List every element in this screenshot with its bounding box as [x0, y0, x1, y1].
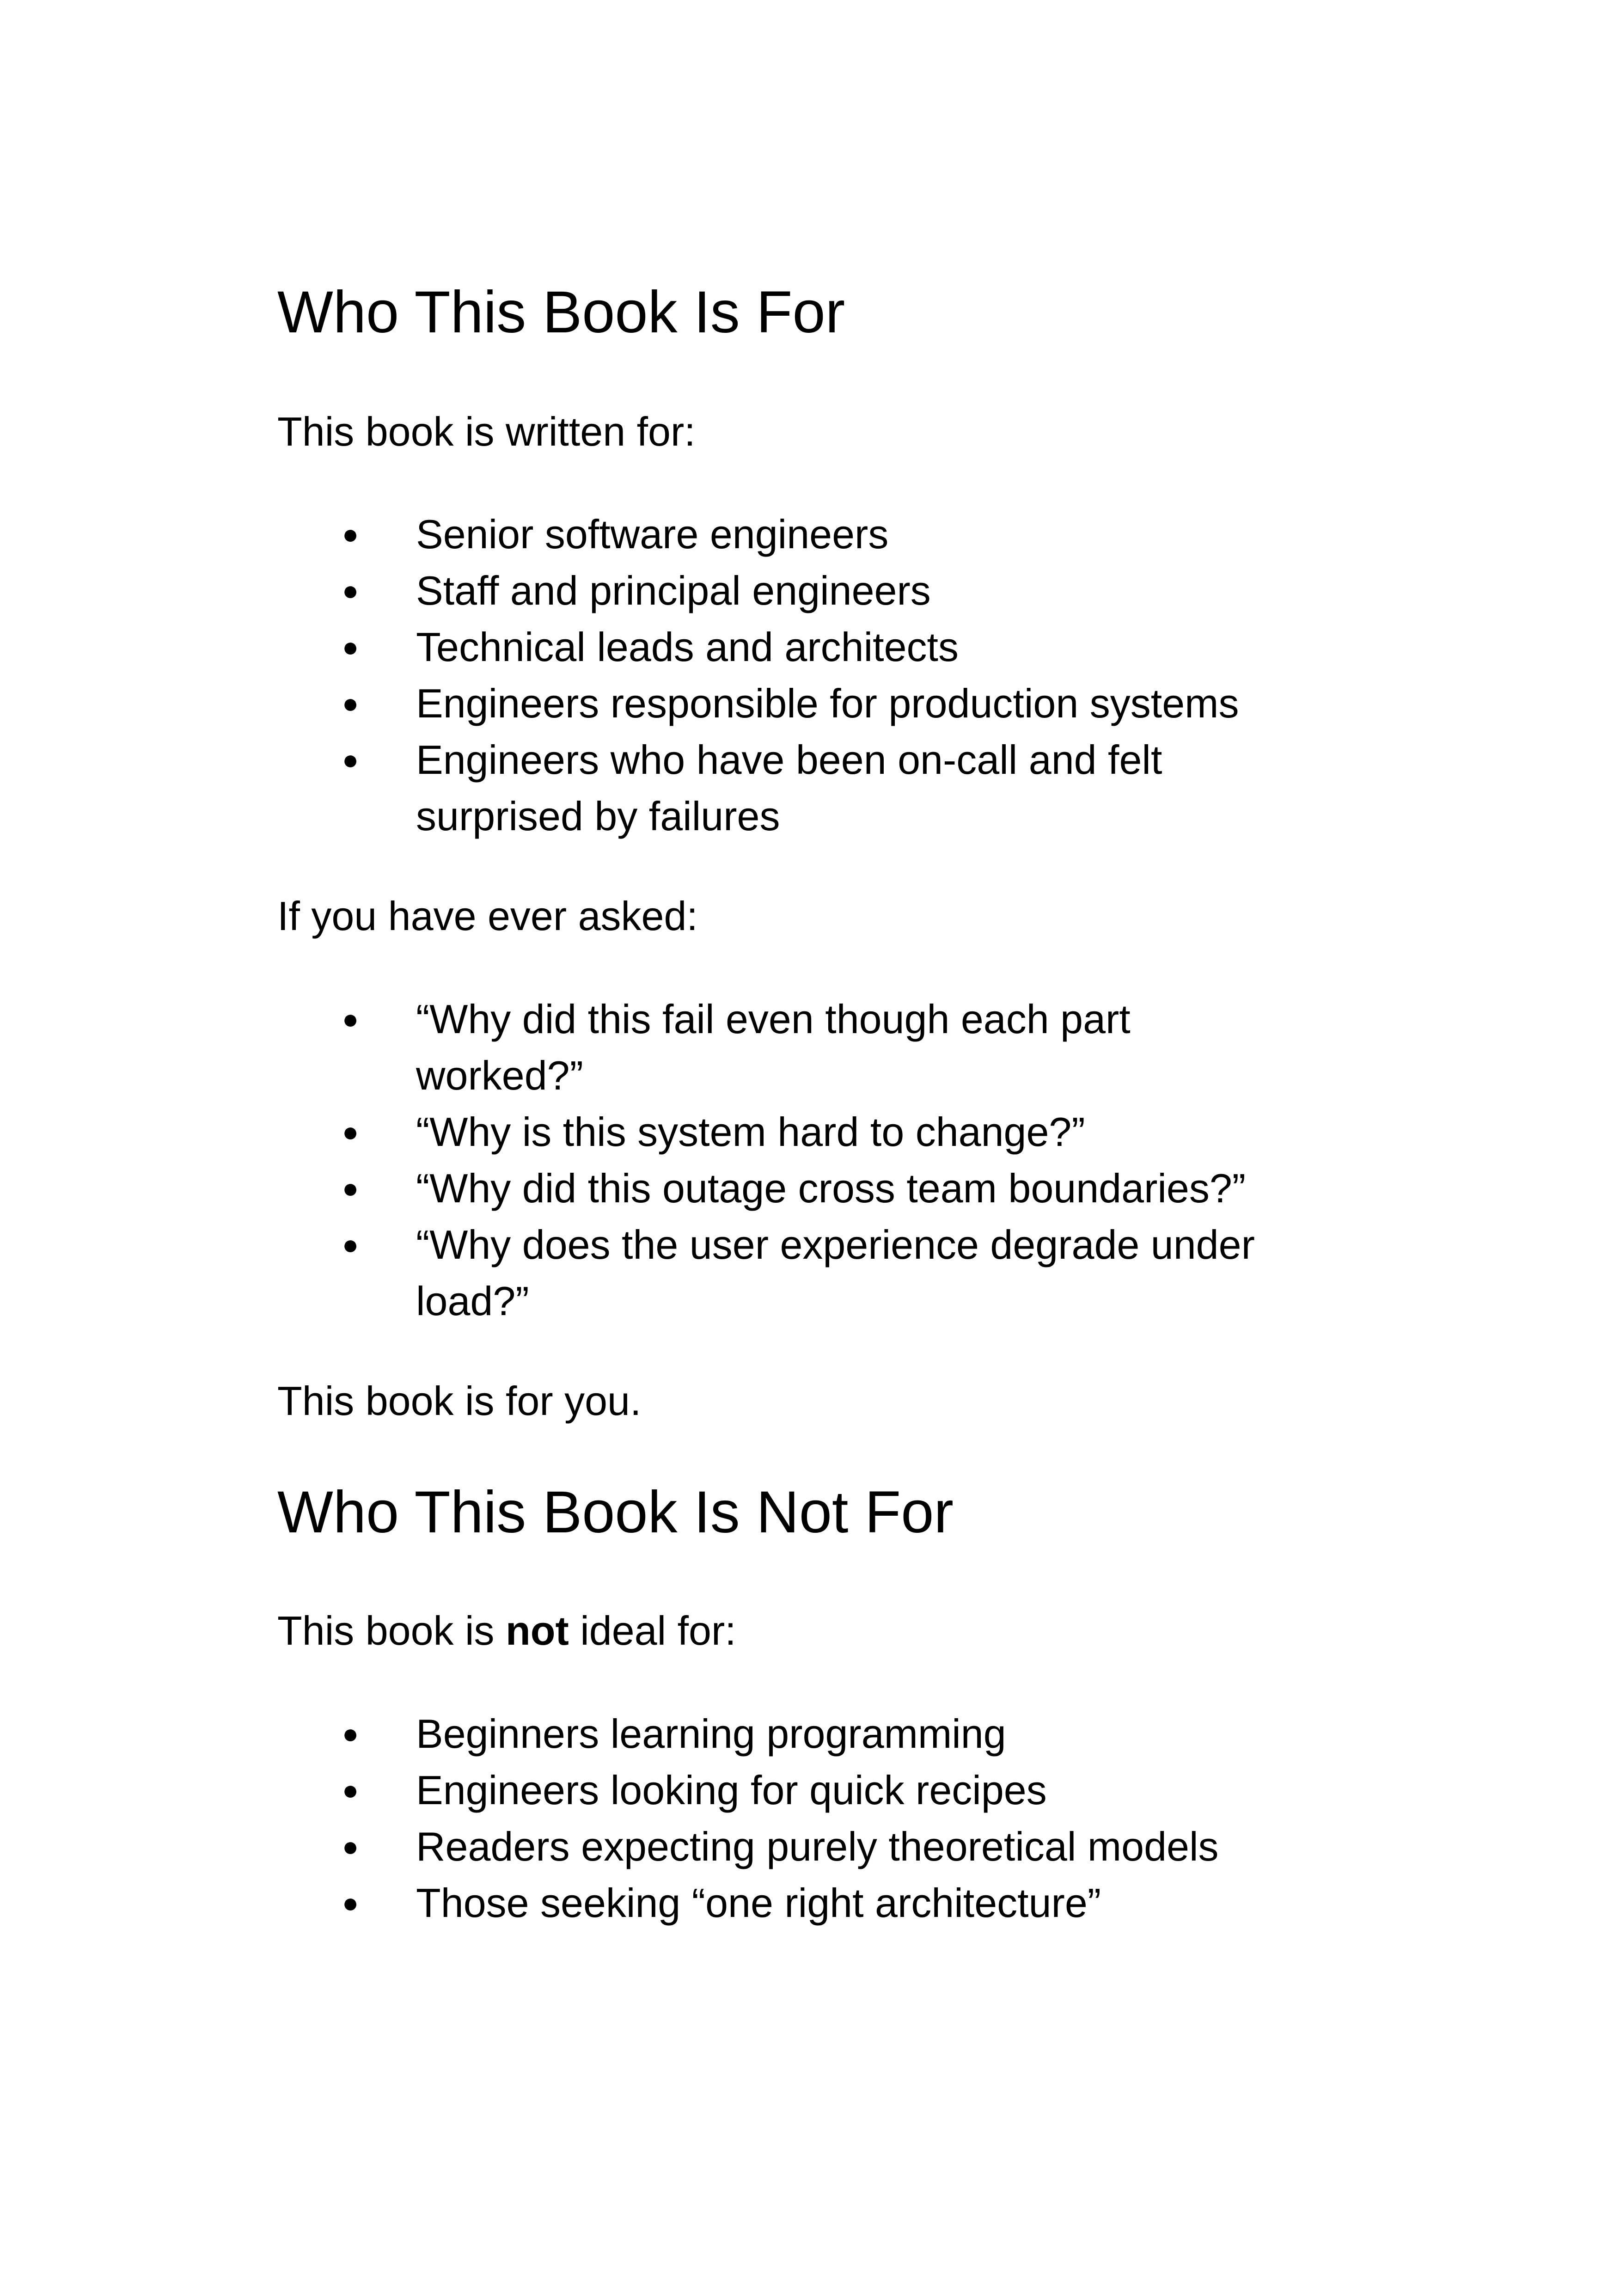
intro-paragraph: This book is written for: [277, 409, 696, 454]
list-item [277, 991, 1387, 1104]
bullet-icon: ● [342, 1775, 359, 1806]
list-item-text: Engineers looking for quick recipes [416, 1767, 1047, 1813]
list-item [277, 1762, 1387, 1818]
list-item-text: Readers expecting purely theoretical models [416, 1824, 1219, 1869]
audience-list [277, 506, 1387, 845]
list-item-text: “Why is this system hard to change?” [416, 1109, 1085, 1155]
list-item-text-continued: load?” [416, 1278, 529, 1324]
list-item-text: “Why did this outage cross team boundaries?” [416, 1165, 1246, 1211]
list-item [277, 1160, 1387, 1217]
not-for-intro-paragraph [277, 1610, 736, 1651]
list-item-text: Staff and principal engineers [416, 568, 931, 613]
list-item-text: Engineers who have been on-call and felt [416, 737, 1162, 783]
list-item-text: “Why does the user experience degrade under [416, 1222, 1255, 1267]
bullet-icon: ● [342, 1229, 359, 1260]
list-item-text: Engineers responsible for production systems [416, 680, 1239, 726]
questions-list [277, 991, 1387, 1329]
bullet-icon: ● [342, 1887, 359, 1918]
emphasis-not: not [505, 1608, 569, 1653]
list-item [277, 1217, 1387, 1329]
questions-intro-paragraph: If you have ever asked: [277, 893, 698, 939]
list-item [277, 1104, 1387, 1160]
list-item-text: Beginners learning programming [416, 1711, 1006, 1757]
list-item-text: Those seeking “one right architecture” [416, 1880, 1101, 1926]
bullet-icon: ● [342, 1116, 359, 1147]
closing-paragraph: This book is for you. [277, 1378, 642, 1424]
bullet-icon: ● [342, 519, 359, 550]
list-item [277, 563, 1387, 619]
bullet-icon: ● [342, 1173, 359, 1204]
bullet-icon: ● [342, 1718, 359, 1749]
bullet-icon: ● [342, 744, 359, 775]
list-item [277, 675, 1387, 732]
bullet-icon: ● [342, 688, 359, 719]
list-item-text: Senior software engineers [416, 511, 889, 557]
intro-text-before: This book is [277, 1608, 506, 1653]
list-item [277, 1875, 1387, 1931]
section-heading-for: Who This Book Is For [277, 279, 845, 345]
list-item-text: Technical leads and architects [416, 624, 959, 670]
not-for-list [277, 1706, 1387, 1931]
list-item-text-continued: worked?” [416, 1053, 583, 1098]
intro-text-after: ideal for: [569, 1608, 736, 1653]
list-item-text: “Why did this fail even though each part [416, 996, 1131, 1042]
list-item [277, 506, 1387, 563]
list-item-text-continued: surprised by failures [416, 793, 780, 839]
list-item [277, 732, 1387, 845]
list-item [277, 1706, 1387, 1762]
bullet-icon: ● [342, 575, 359, 606]
bullet-icon: ● [342, 1831, 359, 1862]
section-heading-not-for: Who This Book Is Not For [277, 1479, 954, 1545]
bullet-icon: ● [342, 1004, 359, 1035]
bullet-icon: ● [342, 631, 359, 662]
list-item [277, 619, 1387, 675]
list-item [277, 1818, 1387, 1875]
